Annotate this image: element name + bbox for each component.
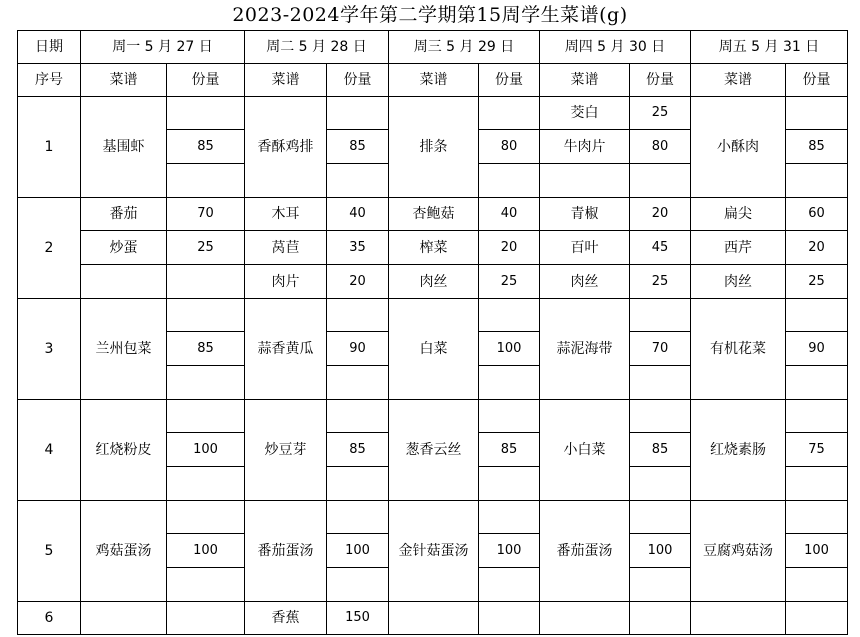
- seq-cell: 2: [18, 198, 81, 299]
- menu-row: [18, 299, 848, 332]
- amount-cell-mon: [167, 467, 245, 501]
- amount-cell-mon: [167, 602, 245, 635]
- day-header-thu: 周四 5 月 30 日: [540, 31, 691, 64]
- amount-cell-fri: 75: [786, 433, 848, 467]
- amount-cell-thu: [630, 299, 691, 332]
- dish-cell-wed: 金针菇蛋汤: [389, 501, 479, 602]
- dish-cell-wed: [389, 602, 479, 635]
- amount-cell-mon: [167, 97, 245, 130]
- dish-header: 菜谱: [389, 64, 479, 97]
- dish-cell-thu: 番茄蛋汤: [540, 501, 630, 602]
- dish-cell-thu: 牛肉片: [540, 130, 630, 164]
- amount-cell-wed: [479, 602, 540, 635]
- day-header-fri: 周五 5 月 31 日: [691, 31, 848, 64]
- amount-cell-tue: [327, 97, 389, 130]
- amount-cell-fri: 85: [786, 130, 848, 164]
- dish-header: 菜谱: [691, 64, 786, 97]
- dish-cell-thu: 百叶: [540, 231, 630, 265]
- amount-cell-wed: [479, 366, 540, 400]
- dish-cell-thu: 青椒: [540, 198, 630, 231]
- menu-table: [17, 30, 848, 635]
- menu-row: [18, 602, 848, 635]
- amount-cell-wed: 25: [479, 265, 540, 299]
- amount-cell-fri: 25: [786, 265, 848, 299]
- dish-cell-thu: 茭白: [540, 97, 630, 130]
- dish-cell-mon: 红烧粉皮: [81, 400, 167, 501]
- dish-cell-thu: 蒜泥海带: [540, 299, 630, 400]
- dish-cell-mon: [81, 265, 167, 299]
- amount-cell-mon: [167, 265, 245, 299]
- amount-cell-tue: 90: [327, 332, 389, 366]
- day-header-wed: 周三 5 月 29 日: [389, 31, 540, 64]
- dish-header: 菜谱: [245, 64, 327, 97]
- amount-cell-fri: [786, 97, 848, 130]
- amount-cell-tue: 40: [327, 198, 389, 231]
- dish-cell-tue: 肉片: [245, 265, 327, 299]
- amount-cell-wed: 40: [479, 198, 540, 231]
- dish-header: 菜谱: [540, 64, 630, 97]
- amount-cell-tue: 150: [327, 602, 389, 635]
- dish-cell-tue: 番茄蛋汤: [245, 501, 327, 602]
- amount-cell-wed: 100: [479, 332, 540, 366]
- column-header-row: [18, 64, 848, 97]
- amount-cell-mon: 25: [167, 231, 245, 265]
- dish-cell-wed: 榨菜: [389, 231, 479, 265]
- amount-cell-thu: [630, 164, 691, 198]
- amount-cell-tue: [327, 164, 389, 198]
- amount-cell-wed: [479, 299, 540, 332]
- dish-cell-thu: [540, 602, 630, 635]
- dish-cell-wed: 白菜: [389, 299, 479, 400]
- amount-cell-fri: [786, 568, 848, 602]
- dish-cell-fri: 扁尖: [691, 198, 786, 231]
- dish-cell-tue: 木耳: [245, 198, 327, 231]
- amount-header: 份量: [630, 64, 691, 97]
- amount-cell-mon: 100: [167, 534, 245, 568]
- dish-cell-mon: 鸡菇蛋汤: [81, 501, 167, 602]
- amount-cell-thu: [630, 568, 691, 602]
- amount-cell-tue: [327, 467, 389, 501]
- dish-cell-thu: 小白菜: [540, 400, 630, 501]
- amount-cell-thu: 85: [630, 433, 691, 467]
- day-header-mon: 周一 5 月 27 日: [81, 31, 245, 64]
- amount-cell-tue: 20: [327, 265, 389, 299]
- amount-cell-tue: [327, 400, 389, 433]
- dish-cell-tue: 香蕉: [245, 602, 327, 635]
- amount-cell-thu: 100: [630, 534, 691, 568]
- menu-row: [18, 400, 848, 433]
- seq-cell: 1: [18, 97, 81, 198]
- amount-cell-fri: 100: [786, 534, 848, 568]
- amount-cell-wed: 85: [479, 433, 540, 467]
- amount-cell-wed: [479, 400, 540, 433]
- dish-cell-fri: 豆腐鸡菇汤: [691, 501, 786, 602]
- menu-row: [18, 198, 848, 231]
- amount-cell-mon: 85: [167, 332, 245, 366]
- dish-cell-fri: [691, 602, 786, 635]
- amount-cell-wed: [479, 97, 540, 130]
- seq-cell: 4: [18, 400, 81, 501]
- amount-cell-mon: [167, 164, 245, 198]
- dish-cell-fri: 肉丝: [691, 265, 786, 299]
- amount-header: 份量: [479, 64, 540, 97]
- dish-header: 菜谱: [81, 64, 167, 97]
- amount-cell-fri: [786, 366, 848, 400]
- amount-cell-thu: [630, 366, 691, 400]
- amount-cell-fri: [786, 400, 848, 433]
- amount-header: 份量: [167, 64, 245, 97]
- seq-cell: 3: [18, 299, 81, 400]
- amount-cell-wed: 20: [479, 231, 540, 265]
- amount-cell-mon: 85: [167, 130, 245, 164]
- amount-cell-thu: [630, 602, 691, 635]
- amount-header: 份量: [786, 64, 848, 97]
- amount-cell-mon: [167, 501, 245, 534]
- dish-cell-mon: 基围虾: [81, 97, 167, 198]
- amount-cell-thu: 45: [630, 231, 691, 265]
- amount-cell-fri: [786, 467, 848, 501]
- dish-cell-tue: 蒜香黄瓜: [245, 299, 327, 400]
- dish-cell-tue: 莴苣: [245, 231, 327, 265]
- amount-cell-tue: [327, 501, 389, 534]
- dish-cell-wed: 肉丝: [389, 265, 479, 299]
- dish-cell-tue: 炒豆芽: [245, 400, 327, 501]
- amount-cell-fri: [786, 299, 848, 332]
- page-title: 2023-2024学年第二学期第15周学生菜谱(g): [232, 4, 628, 26]
- dish-cell-mon: [81, 602, 167, 635]
- amount-cell-tue: 85: [327, 433, 389, 467]
- amount-cell-fri: 90: [786, 332, 848, 366]
- amount-cell-thu: [630, 501, 691, 534]
- amount-cell-tue: 85: [327, 130, 389, 164]
- dish-cell-mon: 炒蛋: [81, 231, 167, 265]
- amount-cell-wed: 100: [479, 534, 540, 568]
- amount-header: 份量: [327, 64, 389, 97]
- amount-cell-mon: [167, 400, 245, 433]
- seq-cell: 5: [18, 501, 81, 602]
- dish-cell-mon: 兰州包菜: [81, 299, 167, 400]
- amount-cell-thu: [630, 467, 691, 501]
- menu-row: [18, 97, 848, 130]
- seq-label: 序号: [18, 64, 81, 97]
- dish-cell-tue: 香酥鸡排: [245, 97, 327, 198]
- amount-cell-wed: [479, 568, 540, 602]
- amount-cell-thu: [630, 400, 691, 433]
- seq-cell: 6: [18, 602, 81, 635]
- amount-cell-mon: 100: [167, 433, 245, 467]
- dish-cell-mon: 番茄: [81, 198, 167, 231]
- menu-row: [18, 231, 848, 265]
- dish-cell-wed: 葱香云丝: [389, 400, 479, 501]
- amount-cell-thu: 70: [630, 332, 691, 366]
- dish-cell-fri: 西芹: [691, 231, 786, 265]
- dish-cell-thu: [540, 164, 630, 198]
- amount-cell-mon: [167, 366, 245, 400]
- amount-cell-thu: 25: [630, 97, 691, 130]
- dish-cell-fri: 小酥肉: [691, 97, 786, 198]
- amount-cell-mon: [167, 568, 245, 602]
- date-label: 日期: [18, 31, 81, 64]
- amount-cell-wed: [479, 164, 540, 198]
- day-header-tue: 周二 5 月 28 日: [245, 31, 389, 64]
- amount-cell-thu: 20: [630, 198, 691, 231]
- date-header-row: [18, 31, 848, 64]
- amount-cell-wed: [479, 501, 540, 534]
- amount-cell-thu: 25: [630, 265, 691, 299]
- amount-cell-mon: 70: [167, 198, 245, 231]
- dish-cell-wed: 杏鲍菇: [389, 198, 479, 231]
- menu-row: [18, 265, 848, 299]
- amount-cell-fri: [786, 501, 848, 534]
- dish-cell-thu: 肉丝: [540, 265, 630, 299]
- amount-cell-tue: [327, 568, 389, 602]
- amount-cell-thu: 80: [630, 130, 691, 164]
- amount-cell-wed: 80: [479, 130, 540, 164]
- amount-cell-tue: [327, 366, 389, 400]
- dish-cell-wed: 排条: [389, 97, 479, 198]
- amount-cell-tue: 35: [327, 231, 389, 265]
- dish-cell-fri: 红烧素肠: [691, 400, 786, 501]
- menu-row: [18, 501, 848, 534]
- amount-cell-tue: [327, 299, 389, 332]
- amount-cell-wed: [479, 467, 540, 501]
- dish-cell-fri: 有机花菜: [691, 299, 786, 400]
- amount-cell-fri: [786, 602, 848, 635]
- amount-cell-tue: 100: [327, 534, 389, 568]
- amount-cell-fri: 20: [786, 231, 848, 265]
- amount-cell-fri: [786, 164, 848, 198]
- amount-cell-fri: 60: [786, 198, 848, 231]
- amount-cell-mon: [167, 299, 245, 332]
